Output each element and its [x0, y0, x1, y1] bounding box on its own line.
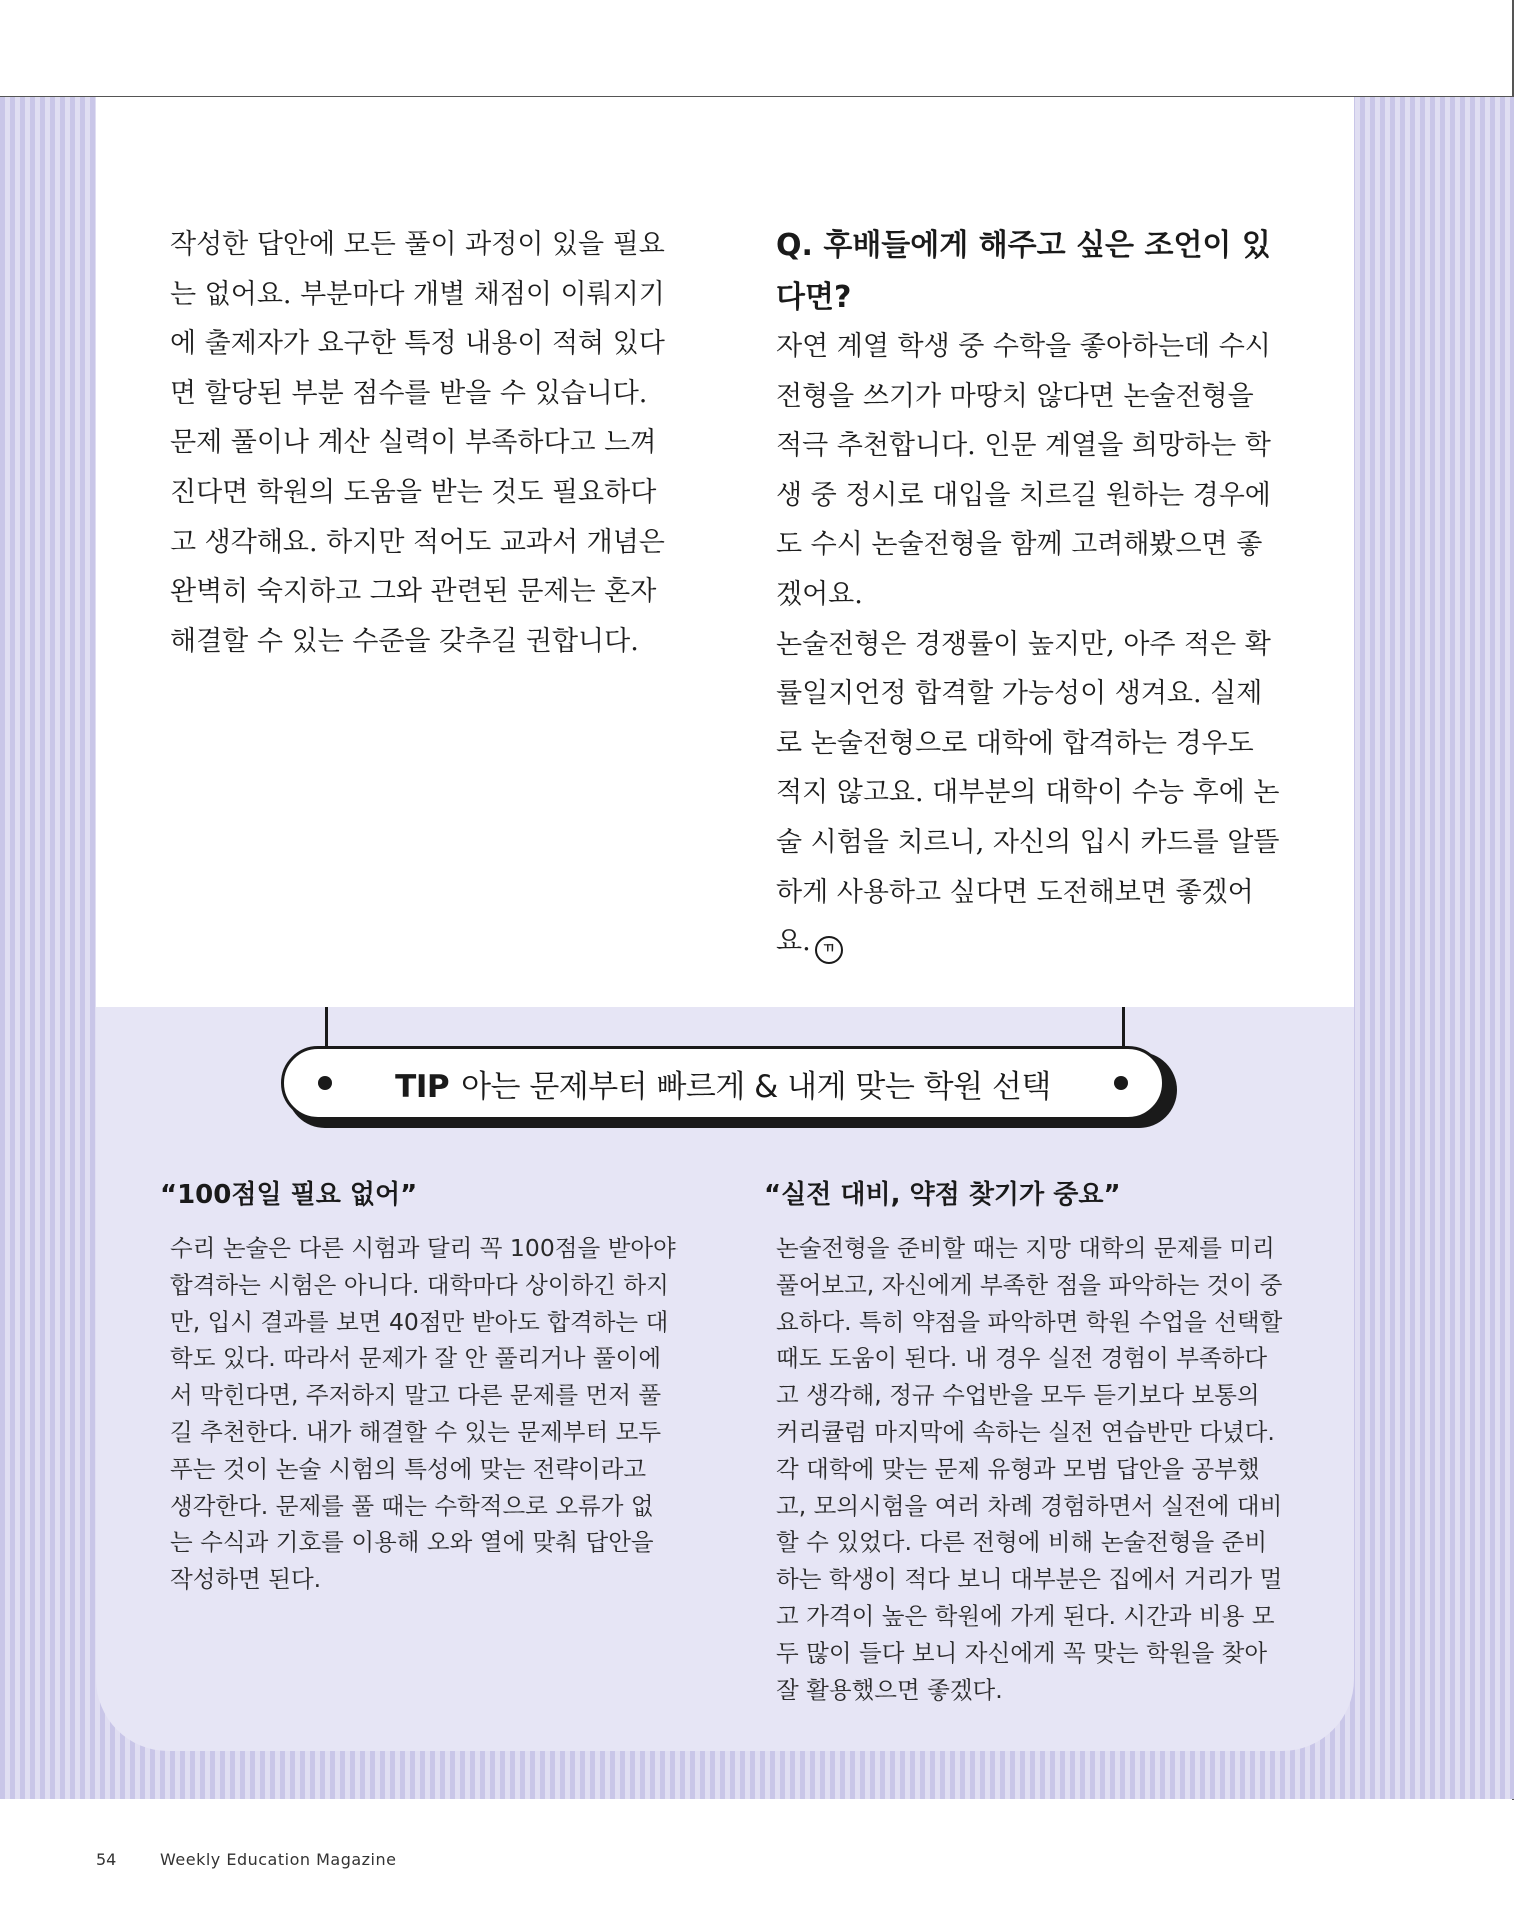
left-column [170, 220, 680, 666]
tip-title-text: 아는 문제부터 빠르게 & 내게 맞는 학원 선택 [461, 1068, 1051, 1105]
tip-dot-right-icon [1114, 1076, 1128, 1090]
right-paragraph-2-text: 논술전형은 경쟁률이 높지만, 아주 적은 확률일지언정 합격할 가능성이 생겨요. 실제로 논술전형으로 대학에 합격하는 경우도 적지 않고요. 대부분의 대학이 수능 후에 논술 시험을 치르니, 자신의 입시 카드를 알뜰하게 사용하고 싶다면 도전해보면 좋겠어요. [776, 628, 1280, 958]
page-number: 54 [96, 1850, 117, 1869]
tip-right-body: 논술전형을 준비할 때는 지망 대학의 문제를 미리 풀어보고, 자신에게 부족한 점을 파악하는 것이 중요하다. 특히 약점을 파악하면 학원 수업을 선택할 때도 도움이 된다. 내 경우 실전 경험이 부족하다고 생각해, 정규 수업반을 모두 듣기보다 보통의 커리큘럼 마지막에 속하는 실전 연습반만 다녔다. 각 대학에 맞는 문제 유형과 모범 답안을 공부했고, 모의시험을 여러 차례 경험하면서 실전에 대비할 수 있었다. 다른 전형에 비해 논술전형을 준비하는 학생이 적다 보니 대부분은 집에서 거리가 멀고 가격이 높은 학원에 가게 된다. 시간과 비용 모두 많이 들다 보니 자신에게 꼭 맞는 학원을 찾아 잘 활용했으면 좋겠다. [776, 1234, 1283, 1704]
left-paragraph-2: 문제 풀이나 계산 실력이 부족하다고 느껴진다면 학원의 도움을 받는 것도 필요하다고 생각해요. 하지만 적어도 교과서 개념은 완벽히 숙지하고 그와 관련된 문제는 혼자 해결할 수 있는 수준을 갖추길 권합니다. [170, 427, 665, 657]
question-heading: Q. 후배들에게 해주고 싶은 조언이 있다면? [776, 228, 1271, 315]
end-mark-icon: ㄲ [815, 936, 843, 964]
magazine-name: Weekly Education Magazine [160, 1850, 397, 1869]
tip-left-heading: “100점일 필요 없어” [160, 1180, 418, 1210]
left-paragraph-1: 작성한 답안에 모든 풀이 과정이 있을 필요는 없어요. 부분마다 개별 채점이 이뤄지기에 출제자가 요구한 특정 내용이 적혀 있다면 할당된 부분 점수를 받을 수 있습니다. [170, 229, 665, 409]
tip-label: TIP [395, 1068, 450, 1105]
tip-title [395, 1061, 1051, 1106]
tip-left-body: 수리 논술은 다른 시험과 달리 꼭 100점을 받아야 합격하는 시험은 아니다. 대학마다 상이하긴 하지만, 입시 결과를 보면 40점만 받아도 합격하는 대학도 있다. 따라서 문제가 잘 안 풀리거나 풀이에서 막힌다면, 주저하지 말고 다른 문제를 먼저 풀길 추천한다. 내가 해결할 수 있는 문제부터 모두 푸는 것이 논술 시험의 특성에 맞는 전략이라고 생각한다. 문제를 풀 때는 수학적으로 오류가 없는 수식과 기호를 이용해 오와 열에 맞춰 답안을 작성하면 된다. [170, 1234, 676, 1594]
right-paragraph-2 [776, 620, 1288, 967]
right-column [776, 322, 1288, 967]
tip-dot-left-icon [318, 1076, 332, 1090]
tip-right-heading: “실전 대비, 약점 찾기가 중요” [764, 1180, 1121, 1210]
tip-banner [281, 1046, 1165, 1120]
right-paragraph-1: 자연 계열 학생 중 수학을 좋아하는데 수시전형을 쓰기가 마땅치 않다면 논술전형을 적극 추천합니다. 인문 계열을 희망하는 학생 중 정시로 대입을 치르길 원하는 경우에도 수시 논술전형을 함께 고려해봤으면 좋겠어요. [776, 331, 1271, 610]
